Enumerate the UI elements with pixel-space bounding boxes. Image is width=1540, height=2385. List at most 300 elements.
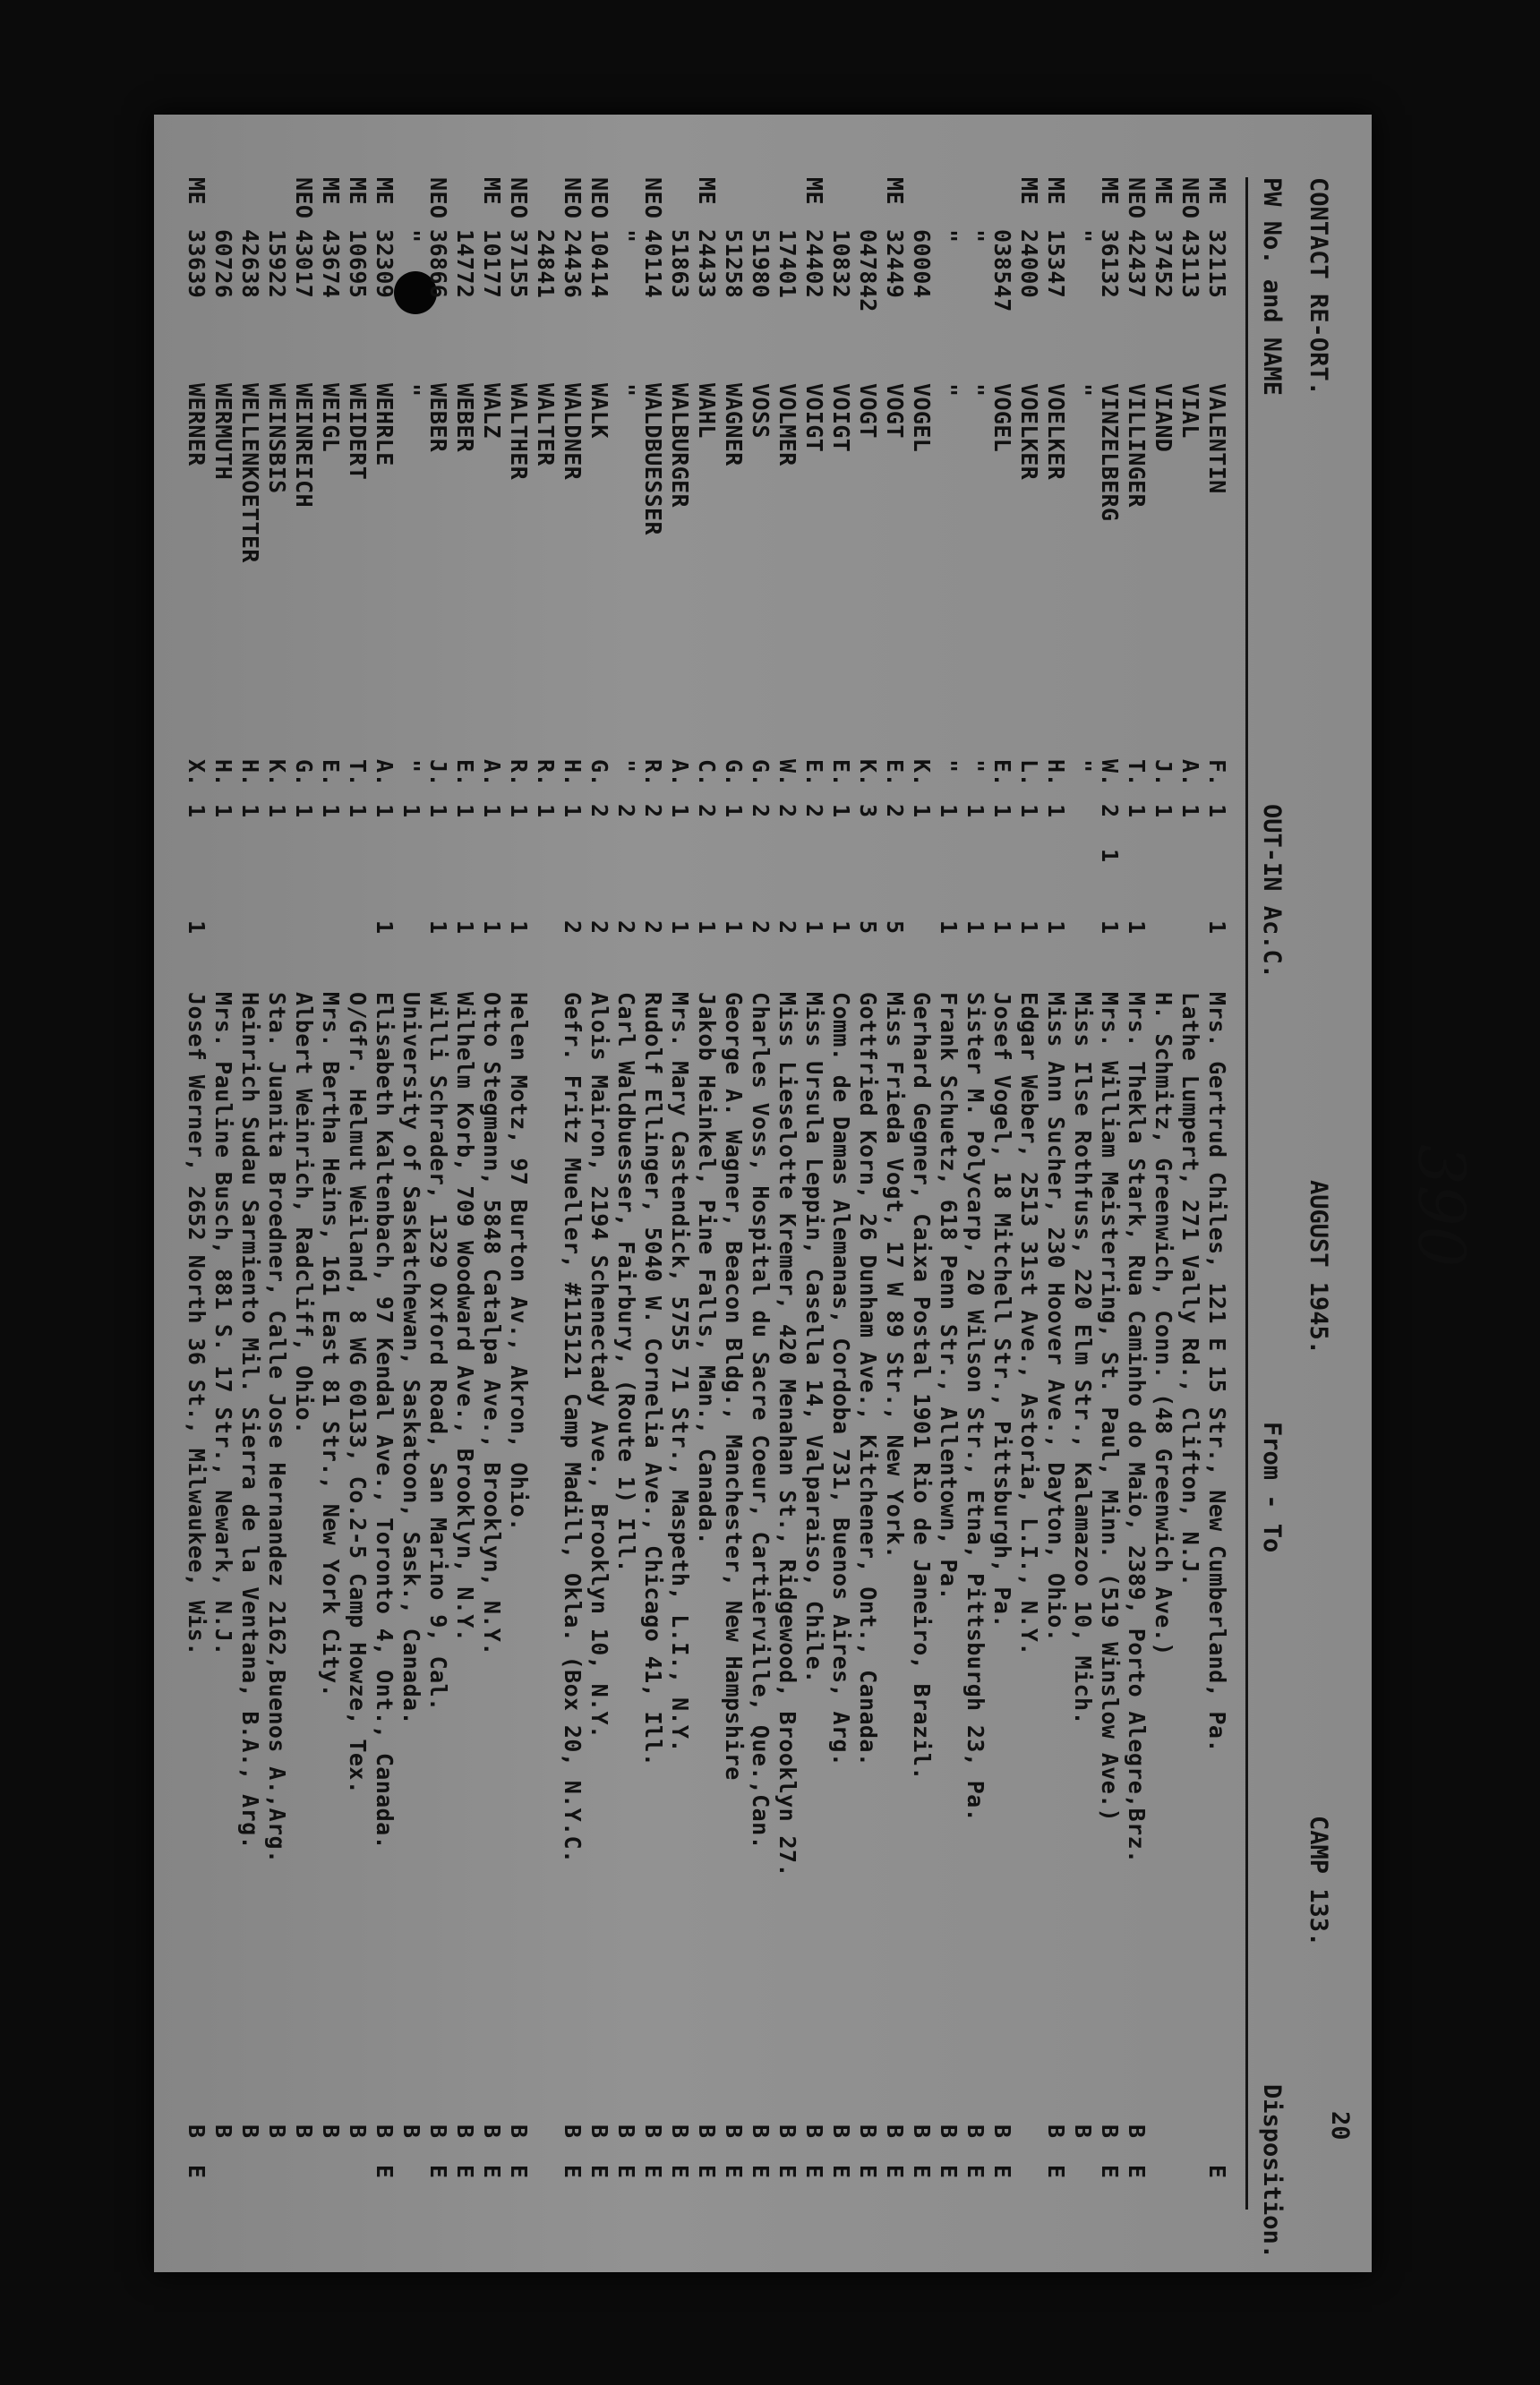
pw-initial: T. [345, 759, 371, 787]
ac-count: 2 [560, 920, 586, 935]
ac-count: 2 [774, 920, 800, 935]
disposition-b: B [694, 2124, 720, 2139]
pw-name: WELLENKOETTER [237, 383, 263, 563]
contact-address: Elisabeth Kaltenbach, 97 Kendal Ave., Toronto 4, Ont., Canada. [372, 992, 398, 1850]
pw-initial: R. [533, 759, 559, 787]
out-count: 2 [748, 804, 774, 818]
pw-number: 24000 [1016, 229, 1042, 299]
pw-number: 32309 [372, 229, 398, 299]
contact-address: O/Gfr. Helmut Weiland, 8 WG 60133, Co.2-5 Camp Howze, Tex. [345, 992, 371, 1795]
out-count: 3 [855, 804, 881, 818]
ac-count: 2 [640, 920, 666, 935]
disposition-e: E [936, 2165, 962, 2179]
pw-prefix: NEO [560, 177, 586, 219]
pw-name: VOSS [748, 383, 774, 439]
out-count: 1 [398, 804, 424, 818]
contact-address: Josef Werner, 2652 North 36 St., Milwaukee, Wis. [184, 992, 210, 1656]
disposition-e: E [989, 2165, 1015, 2179]
pw-initial: " [962, 759, 988, 774]
disposition-e: E [801, 2165, 827, 2179]
pw-number: 37452 [1151, 229, 1176, 299]
ac-count: 1 [479, 920, 505, 935]
out-count: 2 [613, 804, 639, 818]
pw-prefix: ME [318, 177, 344, 205]
disposition-e: E [828, 2165, 854, 2179]
pw-prefix: NEO [1177, 177, 1203, 219]
pw-number: 40114 [640, 229, 666, 299]
pw-name: WALBURGER [667, 383, 693, 509]
ac-count: 2 [748, 920, 774, 935]
contact-address: Lathe Lumpert, 271 Vally Rd., Clifton, N.J. [1177, 992, 1203, 1587]
pw-prefix: ME [1016, 177, 1042, 205]
disposition-b: B [291, 2124, 317, 2139]
pw-number: 24433 [694, 229, 720, 299]
contact-address: Gefr. Fritz Mueller, #115121 Camp Madill, Okla. (Box 20, N.Y.C. [560, 992, 586, 1864]
contact-address: Edgar Weber, 2513 31st Ave., Astoria, L.I., N.Y. [1016, 992, 1042, 1656]
contact-address: Sta. Juanita Broedner, Calle Jose Hernandez 2162,Buenos A.,Arg. [264, 992, 290, 1864]
pw-number: 10695 [345, 229, 371, 299]
disposition-b: B [264, 2124, 290, 2139]
pw-initial: R. [640, 759, 666, 787]
in-count: 1 [1097, 849, 1123, 863]
out-count: 1 [425, 804, 451, 818]
pw-number: 42638 [237, 229, 263, 299]
ac-count: 1 [936, 920, 962, 935]
pw-number: 038547 [989, 229, 1015, 312]
pw-name: WALDNER [560, 383, 586, 481]
disposition-e: E [721, 2165, 747, 2179]
out-count: 1 [962, 804, 988, 818]
pw-name: WEBER [425, 383, 451, 453]
out-count: 1 [909, 804, 935, 818]
pw-number: 43674 [318, 229, 344, 299]
out-count: 1 [667, 804, 693, 818]
pw-name: WALK [586, 383, 612, 439]
pw-number: " [1070, 229, 1096, 244]
disposition-e: E [613, 2165, 639, 2179]
document-page [154, 115, 1479, 2272]
disposition-e: E [962, 2165, 988, 2179]
disposition-e: E [586, 2165, 612, 2179]
disposition-e: E [1043, 2165, 1069, 2179]
disposition-b: B [1070, 2124, 1096, 2139]
pw-name: WAHL [694, 383, 720, 439]
ac-count: 2 [613, 920, 639, 935]
disposition-e: E [452, 2165, 478, 2179]
disposition-e: E [1204, 2165, 1230, 2179]
disposition-b: B [345, 2124, 371, 2139]
pw-name: VINZELBERG [1097, 383, 1123, 522]
record-row [170, 115, 210, 2272]
disposition-b: B [909, 2124, 935, 2139]
column-header-pw-name: PW No. and NAME [1258, 177, 1286, 396]
pw-initial: C. [694, 759, 720, 787]
disposition-b: B [828, 2124, 854, 2139]
pw-initial: K. [264, 759, 290, 787]
disposition-e: E [774, 2165, 800, 2179]
pw-initial: H. [1043, 759, 1069, 787]
pw-initial: H. [560, 759, 586, 787]
disposition-b: B [237, 2124, 263, 2139]
contact-address: Mrs. Pauline Busch, 881 S. 17 Str., Newark, N.J. [210, 992, 236, 1656]
pw-initial: A. [479, 759, 505, 787]
pw-name: VILLINGER [1124, 383, 1150, 509]
pw-prefix: NEO [640, 177, 666, 219]
pw-number: 37155 [506, 229, 532, 299]
pw-initial: K. [855, 759, 881, 787]
disposition-e: E [748, 2165, 774, 2179]
ac-count: 1 [801, 920, 827, 935]
disposition-b: B [801, 2124, 827, 2139]
ac-count: 1 [506, 920, 532, 935]
pw-initial: F. [1204, 759, 1230, 787]
pw-number: 51980 [748, 229, 774, 299]
pw-prefix: ME [345, 177, 371, 205]
contact-address: Wilhelm Korb, 709 Woodward Ave., Brooklyn, N.Y. [452, 992, 478, 1643]
pw-initial: W. [774, 759, 800, 787]
pw-number: " [398, 229, 424, 244]
pw-name: WAGNER [721, 383, 747, 466]
disposition-e: E [479, 2165, 505, 2179]
pw-initial: T. [1124, 759, 1150, 787]
pw-prefix: NEO [506, 177, 532, 219]
out-count: 1 [345, 804, 371, 818]
pw-initial: G. [721, 759, 747, 787]
pw-number: 10414 [586, 229, 612, 299]
disposition-b: B [748, 2124, 774, 2139]
disposition-e: E [506, 2165, 532, 2179]
disposition-b: B [640, 2124, 666, 2139]
disposition-e: E [560, 2165, 586, 2179]
pw-name: VOGT [855, 383, 881, 439]
out-count: 2 [1097, 804, 1123, 818]
out-count: 1 [372, 804, 398, 818]
contact-address: Albert Weinrich, Radcliff, Ohio. [291, 992, 317, 1435]
column-header-out-in: OUT-IN Ac.C. [1258, 804, 1286, 979]
contact-address: Willi Schrader, 1329 Oxford Road, San Marino 9, Cal. [425, 992, 451, 1712]
out-count: 1 [936, 804, 962, 818]
handwritten-note: 390 [1404, 1144, 1479, 1268]
contact-address: Gottfried Korn, 26 Dunham Ave., Kitchener, Ont., Canada. [855, 992, 881, 1767]
pw-initial: H. [237, 759, 263, 787]
disposition-b: B [318, 2124, 344, 2139]
disposition-b: B [882, 2124, 908, 2139]
ac-count: 1 [452, 920, 478, 935]
pw-initial: J. [1151, 759, 1176, 787]
pw-prefix: ME [1043, 177, 1069, 205]
contact-address: Comm. de Damas Alemanas, Cordoba 731, Buenos Aires, Arg. [828, 992, 854, 1767]
pw-name: " [962, 383, 988, 398]
out-count: 1 [1204, 804, 1230, 818]
pw-prefix: ME [1097, 177, 1123, 205]
disposition-b: B [425, 2124, 451, 2139]
pw-initial: K. [909, 759, 935, 787]
camp-label: CAMP 133. [1305, 1816, 1332, 1947]
ac-count: 1 [667, 920, 693, 935]
contact-address: Miss Frieda Vogt, 17 W 89 Str., New York. [882, 992, 908, 1560]
pw-initial: E. [452, 759, 478, 787]
pw-name: VOLMER [774, 383, 800, 466]
pw-initial: E. [828, 759, 854, 787]
out-count: 2 [801, 804, 827, 818]
out-count: 1 [560, 804, 586, 818]
out-count: 1 [184, 804, 210, 818]
pw-number: 43017 [291, 229, 317, 299]
disposition-b: B [774, 2124, 800, 2139]
out-count: 2 [640, 804, 666, 818]
pw-prefix: NEO [1124, 177, 1150, 219]
disposition-b: B [560, 2124, 586, 2139]
column-header-from-to: From - To [1258, 1422, 1286, 1553]
out-count: 1 [237, 804, 263, 818]
pw-prefix: NEO [291, 177, 317, 219]
out-count: 1 [1043, 804, 1069, 818]
pw-name: WEHRLE [372, 383, 398, 466]
out-count: 1 [506, 804, 532, 818]
header-rule [1245, 177, 1248, 2210]
disposition-b: B [372, 2124, 398, 2139]
contact-address: H. Schmitz, Greenwich, Conn. (48 Greenwich Ave.) [1151, 992, 1176, 1656]
pw-prefix: ME [882, 177, 908, 205]
disposition-b: B [721, 2124, 747, 2139]
disposition-b: B [586, 2124, 612, 2139]
pw-initial: E. [882, 759, 908, 787]
out-count: 1 [721, 804, 747, 818]
pw-number: " [613, 229, 639, 244]
disposition-b: B [1043, 2124, 1069, 2139]
pw-prefix: NEO [425, 177, 451, 219]
pw-initial: R. [506, 759, 532, 787]
ac-count: 5 [855, 920, 881, 935]
disposition-e: E [694, 2165, 720, 2179]
contact-address: Miss Ursula Leppin, Casella 14, Valparaiso, Chile. [801, 992, 827, 1684]
disposition-b: B [398, 2124, 424, 2139]
rotated-report [154, 115, 1372, 2272]
pw-number: " [936, 229, 962, 244]
ac-count: 1 [1016, 920, 1042, 935]
pw-initial: G. [291, 759, 317, 787]
disposition-e: E [425, 2165, 451, 2179]
pw-name: VIAL [1177, 383, 1203, 439]
page-number: 20 [1326, 2111, 1354, 2141]
out-count: 2 [694, 804, 720, 818]
contact-address: Helen Motz, 97 Burton Av., Akron, Ohio. [506, 992, 532, 1532]
disposition-b: B [936, 2124, 962, 2139]
out-count: 1 [1124, 804, 1150, 818]
out-count: 2 [774, 804, 800, 818]
pw-prefix: ME [479, 177, 505, 205]
disposition-b: B [962, 2124, 988, 2139]
disposition-e: E [1124, 2165, 1150, 2179]
ac-count: 1 [1124, 920, 1150, 935]
pw-initial: A. [372, 759, 398, 787]
out-count: 1 [1016, 804, 1042, 818]
pw-number: 60726 [210, 229, 236, 299]
pw-prefix: ME [372, 177, 398, 205]
pw-name: VOELKER [1043, 383, 1069, 481]
ac-count: 1 [1204, 920, 1230, 935]
disposition-b: B [855, 2124, 881, 2139]
contact-address: Mrs. Thekla Stark, Rua Caminho do Maio, 2389, Porto Alegre,Brz. [1124, 992, 1150, 1864]
column-header-disposition: Disposition. [1258, 2084, 1286, 2260]
ac-count: 5 [882, 920, 908, 935]
pw-initial: H. [210, 759, 236, 787]
ac-count: 1 [828, 920, 854, 935]
pw-number: 24402 [801, 229, 827, 299]
pw-number: 10177 [479, 229, 505, 299]
report-date: AUGUST 1945. [1305, 1180, 1332, 1355]
pw-name: VOGEL [909, 383, 935, 453]
pw-initial: E. [801, 759, 827, 787]
pw-number: 10832 [828, 229, 854, 299]
pw-number: 15347 [1043, 229, 1069, 299]
pw-prefix: ME [184, 177, 210, 205]
disposition-b: B [479, 2124, 505, 2139]
pw-name: WEINSBIS [264, 383, 290, 494]
ac-count: 1 [721, 920, 747, 935]
contact-address: Gerhard Gegner, Caixa Postal 1901 Rio de Janeiro, Brazil. [909, 992, 935, 1781]
pw-number: 24436 [560, 229, 586, 299]
pw-initial: G. [586, 759, 612, 787]
pw-initial: X. [184, 759, 210, 787]
disposition-e: E [855, 2165, 881, 2179]
pw-name: " [398, 383, 424, 398]
pw-name: " [613, 383, 639, 398]
disposition-e: E [882, 2165, 908, 2179]
disposition-e: E [184, 2165, 210, 2179]
ac-count: 2 [586, 920, 612, 935]
ac-count: 1 [962, 920, 988, 935]
out-count: 1 [210, 804, 236, 818]
pw-initial: A. [667, 759, 693, 787]
pw-number: 24841 [533, 229, 559, 299]
contact-address: Heinrich Sudau Sarmiento Mil. Sierra de la Ventana, B.A., Arg. [237, 992, 263, 1850]
contact-address: Charles Voss, Hospital du Sacre Coeur, Cartierville, Que.,Can. [748, 992, 774, 1850]
pw-name: WALDBUESSER [640, 383, 666, 535]
pw-prefix: ME [1204, 177, 1230, 205]
out-count: 2 [882, 804, 908, 818]
pw-number: " [962, 229, 988, 244]
disposition-b: B [506, 2124, 532, 2139]
ac-count: 1 [372, 920, 398, 935]
contact-address: George A. Wagner, Beacon Bldg., Manchester, New Hampshire [721, 992, 747, 1781]
disposition-e: E [909, 2165, 935, 2179]
contact-address: Miss Ann Sucher, 230 Hoover Ave., Dayton, Ohio. [1043, 992, 1069, 1643]
contact-address: Sister M. Polycarp, 20 Wilson Str., Etna, Pittsburgh 23, Pa. [962, 992, 988, 1823]
ac-count: 1 [694, 920, 720, 935]
pw-number: 047842 [855, 229, 881, 312]
pw-initial: A. [1177, 759, 1203, 787]
disposition-b: B [1097, 2124, 1123, 2139]
disposition-b: B [613, 2124, 639, 2139]
disposition-b: B [989, 2124, 1015, 2139]
ac-count: 1 [989, 920, 1015, 935]
pw-number: 32449 [882, 229, 908, 299]
out-count: 1 [533, 804, 559, 818]
pw-initial: " [936, 759, 962, 774]
pw-name: WERMUTH [210, 383, 236, 481]
pw-name: WEINREICH [291, 383, 317, 509]
pw-name: " [936, 383, 962, 398]
out-count: 1 [291, 804, 317, 818]
ac-count: 1 [1043, 920, 1069, 935]
disposition-b: B [1124, 2124, 1150, 2139]
pw-name: " [1070, 383, 1096, 398]
contact-address: University of Saskatchewan, Saskatoon, Sask., Canada. [398, 992, 424, 1725]
contact-address: Mrs. Gertrud Chiles, 121 E 15 Str., New Cumberland, Pa. [1204, 992, 1230, 1753]
pw-initial: G. [748, 759, 774, 787]
pw-number: 42437 [1124, 229, 1150, 299]
pw-number: 14772 [452, 229, 478, 299]
disposition-b: B [210, 2124, 236, 2139]
pw-number: 15922 [264, 229, 290, 299]
pw-name: WALTER [533, 383, 559, 466]
contact-address: Otto Stegmann, 5848 Catalpa Ave., Brooklyn, N.Y. [479, 992, 505, 1656]
disposition-e: E [640, 2165, 666, 2179]
out-count: 1 [452, 804, 478, 818]
pw-name: VALENTIN [1204, 383, 1230, 494]
pw-initial: E. [989, 759, 1015, 787]
out-count: 1 [828, 804, 854, 818]
pw-number: 36866 [425, 229, 451, 299]
contact-address: Mrs. Mary Castendick, 5755 71 Str., Maspeth, L.I., N.Y. [667, 992, 693, 1753]
pw-name: VIAND [1151, 383, 1176, 453]
pw-name: WEBER [452, 383, 478, 453]
contact-address: Jakob Heinkel, Pine Falls, Man., Canada. [694, 992, 720, 1546]
disposition-e: E [1097, 2165, 1123, 2179]
out-count: 1 [318, 804, 344, 818]
pw-number: 32115 [1204, 229, 1230, 299]
disposition-b: B [452, 2124, 478, 2139]
out-count: 2 [586, 804, 612, 818]
disposition-b: B [667, 2124, 693, 2139]
pw-number: 33639 [184, 229, 210, 299]
ac-count: 1 [184, 920, 210, 935]
pw-initial: L. [1016, 759, 1042, 787]
contact-address: Rudolf Ellinger, 5040 W. Cornelia Ave., Chicago 41, Ill. [640, 992, 666, 1767]
disposition-b: B [184, 2124, 210, 2139]
pw-prefix: ME [694, 177, 720, 205]
pw-initial: J. [425, 759, 451, 787]
pw-name: VOIGT [828, 383, 854, 453]
pw-name: VOELKER [1016, 383, 1042, 481]
pw-name: VOGT [882, 383, 908, 439]
pw-number: 51258 [721, 229, 747, 299]
pw-number: 43113 [1177, 229, 1203, 299]
contact-address: Alois Mairon, 2194 Schenectady Ave., Brooklyn 10, N.Y. [586, 992, 612, 1740]
ac-count: 1 [425, 920, 451, 935]
pw-number: 17401 [774, 229, 800, 299]
pw-initial: " [1070, 759, 1096, 774]
out-count: 1 [1151, 804, 1176, 818]
pw-initial: E. [318, 759, 344, 787]
disposition-e: E [667, 2165, 693, 2179]
pw-name: WALZ [479, 383, 505, 439]
pw-name: WEIDERT [345, 383, 371, 481]
ac-count: 1 [1097, 920, 1123, 935]
pw-prefix: ME [801, 177, 827, 205]
pw-initial: W. [1097, 759, 1123, 787]
pw-name: VOGEL [989, 383, 1015, 453]
disposition-e: E [372, 2165, 398, 2179]
pw-name: VOIGT [801, 383, 827, 453]
contact-address: Frank Schuetz, 618 Penn Str., Allentown, Pa. [936, 992, 962, 1601]
out-count: 1 [479, 804, 505, 818]
pw-number: 60004 [909, 229, 935, 299]
contact-address: Miss Lieselotte Kremer, 420 Menahan St., Ridgewood, Brooklyn 27. [774, 992, 800, 1877]
contact-address: Mrs. William Meisterring, St. Paul, Minn. (519 Winslow Ave.) [1097, 992, 1123, 1823]
contact-address: Carl Waldbuesser, Fairbury, (Route 1) Ill. [613, 992, 639, 1573]
